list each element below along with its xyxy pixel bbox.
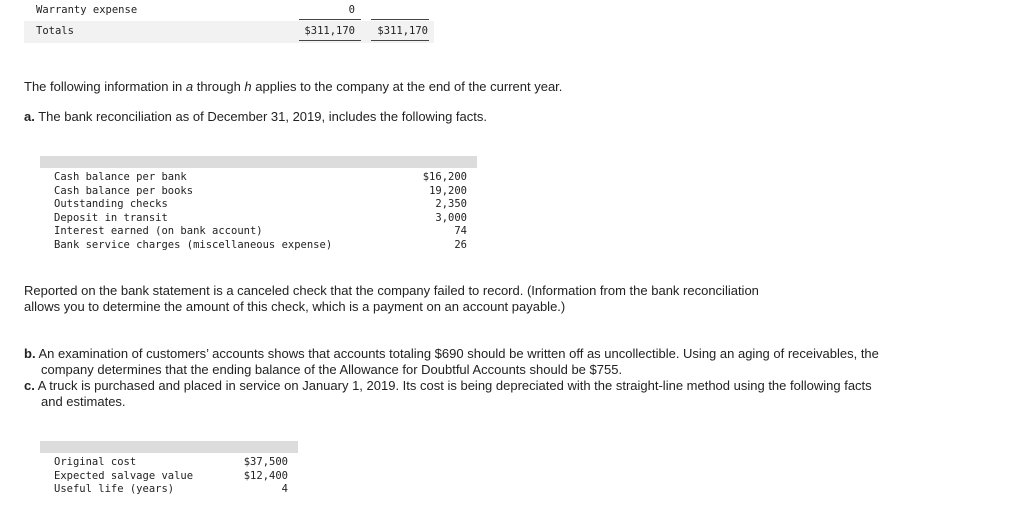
intro-letter-a: a [185,79,194,94]
row-label: Totals [36,25,74,37]
bank-reconciliation-table [40,156,477,252]
debit-double-rule [299,40,361,41]
row-label: Cash balance per books [54,184,194,197]
row-value: 3,000 [435,211,467,224]
item-a-note [24,283,1004,315]
row-label: Interest earned (on bank account) [54,225,263,237]
item-text: The bank reconciliation as of December 31, 2019, includes the following facts. [34,109,487,124]
item-c-paragraph [24,378,886,410]
table-row [40,456,298,469]
row-label: Bank service charges (miscellaneous expense) [54,238,333,251]
row-value: $37,500 [243,456,288,468]
row-label: Original cost [54,456,137,468]
item-letter: c. [24,378,35,393]
table-header-bar [40,156,477,168]
table-row [40,483,298,496]
row-value: 19,200 [429,184,467,197]
table-row [40,470,298,483]
item-letter: a. [24,109,35,124]
table-row [40,239,477,252]
debit-value: 0 [348,4,355,16]
table-row [40,212,477,225]
note-line: Reported on the bank statement is a canceled check that the company failed to record. (Information from the bank reconciliation [24,283,759,298]
row-value: 74 [454,225,467,237]
item-a-paragraph [24,109,487,125]
trial-balance-fragment [24,0,434,44]
row-label: Expected salvage value [54,469,194,482]
intro-text: through [193,79,245,94]
item-letter: b. [24,346,36,361]
intro-text: The following information in [24,79,186,94]
row-value: $12,400 [243,469,288,482]
debit-total: $311,170 [304,25,355,37]
row-value: 4 [281,483,288,495]
row-label: Outstanding checks [54,198,168,210]
item-text: An examination of customers’ accounts shows that accounts totaling $690 should be written off as uncollectible. Using an aging of receivables, the company determines that the ending balance of the Allowance for Doubtful Accounts should be $755. [35,346,879,377]
table-row [40,171,477,184]
table-row [40,185,477,198]
table-row [40,225,477,238]
row-label: Useful life (years) [54,483,175,495]
table-row [40,198,477,211]
table-header-bar [40,441,298,453]
row-label: Deposit in transit [54,211,168,224]
intro-paragraph [24,79,562,95]
row-value: 2,350 [435,198,467,210]
item-b-paragraph [24,346,886,378]
intro-letter-h: h [244,79,252,94]
note-line: allows you to determine the amount of this check, which is a payment on an account payable.) [24,299,566,314]
item-text: A truck is purchased and placed in service on January 1, 2019. Its cost is being depreciated with the straight-line method using the following facts and estimates. [34,378,872,409]
row-value: 26 [454,238,467,251]
table-row [24,0,434,20]
truck-facts-table [40,441,298,499]
debit-rule [299,19,361,20]
row-label: Cash balance per bank [54,171,187,183]
intro-text: applies to the company at the end of the current year. [251,79,563,94]
credit-total: $311,170 [377,25,428,37]
row-label: Warranty expense [36,4,138,16]
credit-rule [371,19,429,20]
row-value: $16,200 [422,171,467,183]
credit-double-rule [371,40,429,41]
